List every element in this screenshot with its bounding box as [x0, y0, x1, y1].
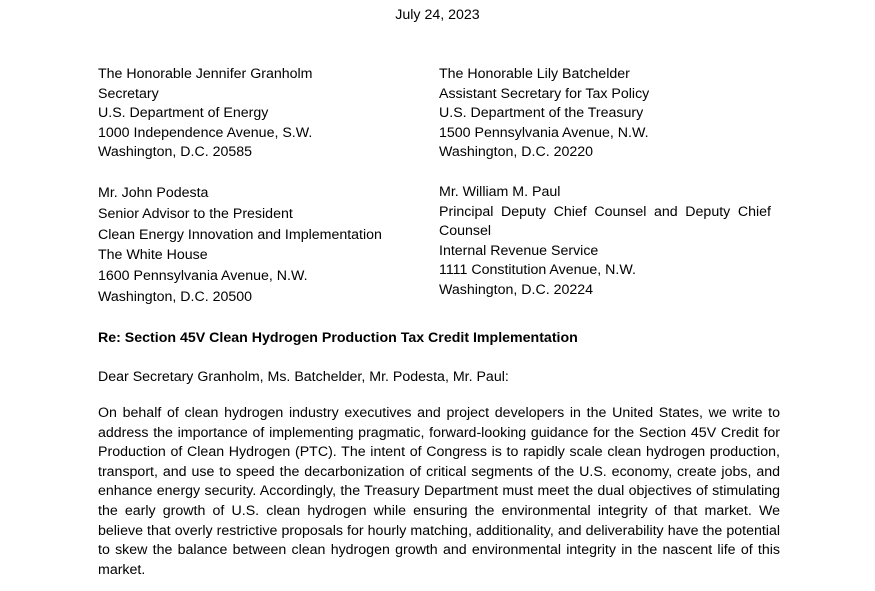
recipient-city: Washington, D.C. 20224 [439, 281, 594, 298]
recipient-name: Mr. William M. Paul [439, 184, 561, 200]
recipient-street: 1500 Pennsylvania Avenue, N.W. [439, 124, 649, 141]
recipient-organization: Internal Revenue Service [439, 242, 599, 259]
recipient-city: Washington, D.C. 20220 [439, 144, 594, 161]
letter-date: July 24, 2023 [395, 7, 480, 23]
recipient-organization: The White House [98, 247, 208, 264]
subject-line: Re: Section 45V Clean Hydrogen Production Tax Credit Implementation [98, 330, 578, 346]
recipient-organization: U.S. Department of Energy [98, 105, 269, 122]
recipient-address-granholm [98, 65, 313, 163]
recipient-street: 1000 Independence Avenue, S.W. [98, 124, 313, 141]
recipient-organization: U.S. Department of the Treasury [439, 105, 644, 122]
recipient-office: Clean Energy Innovation and Implementation [98, 226, 382, 243]
recipient-city: Washington, D.C. 20585 [98, 144, 253, 161]
recipient-title: Principal Deputy Chief Counsel and Deputy Chief Counsel [439, 203, 771, 240]
recipient-name: Mr. John Podesta [98, 185, 209, 201]
body-paragraph: On behalf of clean hydrogen industry executives and project developers in the United States, we write to address the importance of implementing pragmatic, forward-looking guidance for the Section 45V Credit for Production of Clean Hydrogen (PTC). The intent of Congress is to rapidly scale clean hydrogen production, transport, and use to speed the decarbonization of critical segments of the U.S. economy, create jobs, and enhance energy security. Accordingly, the Treasury Department must meet the dual objectives of stimulating the early growth of U.S. clean hydrogen while ensuring the environmental integrity of that market. We believe that overly restrictive proposals for hourly matching, additionality, and deliverability have the potential to skew the balance between clean hydrogen growth and environmental integrity in the nascent life of this market. [98, 405, 780, 578]
recipient-address-batchelder [439, 65, 649, 163]
recipient-address-podesta [98, 183, 382, 308]
recipient-title: Assistant Secretary for Tax Policy [439, 85, 650, 102]
recipient-street: 1600 Pennsylvania Avenue, N.W. [98, 268, 308, 285]
recipient-title: Senior Advisor to the President [98, 205, 293, 222]
recipient-name: The Honorable Jennifer Granholm [98, 66, 313, 82]
salutation: Dear Secretary Granholm, Ms. Batchelder, Mr. Podesta, Mr. Paul: [98, 369, 509, 385]
recipient-address-paul [439, 183, 771, 301]
recipient-city: Washington, D.C. 20500 [98, 288, 253, 305]
recipient-title: Secretary [98, 85, 159, 102]
recipient-street: 1111 Constitution Avenue, N.W. [439, 262, 636, 279]
recipient-name: The Honorable Lily Batchelder [439, 66, 630, 82]
